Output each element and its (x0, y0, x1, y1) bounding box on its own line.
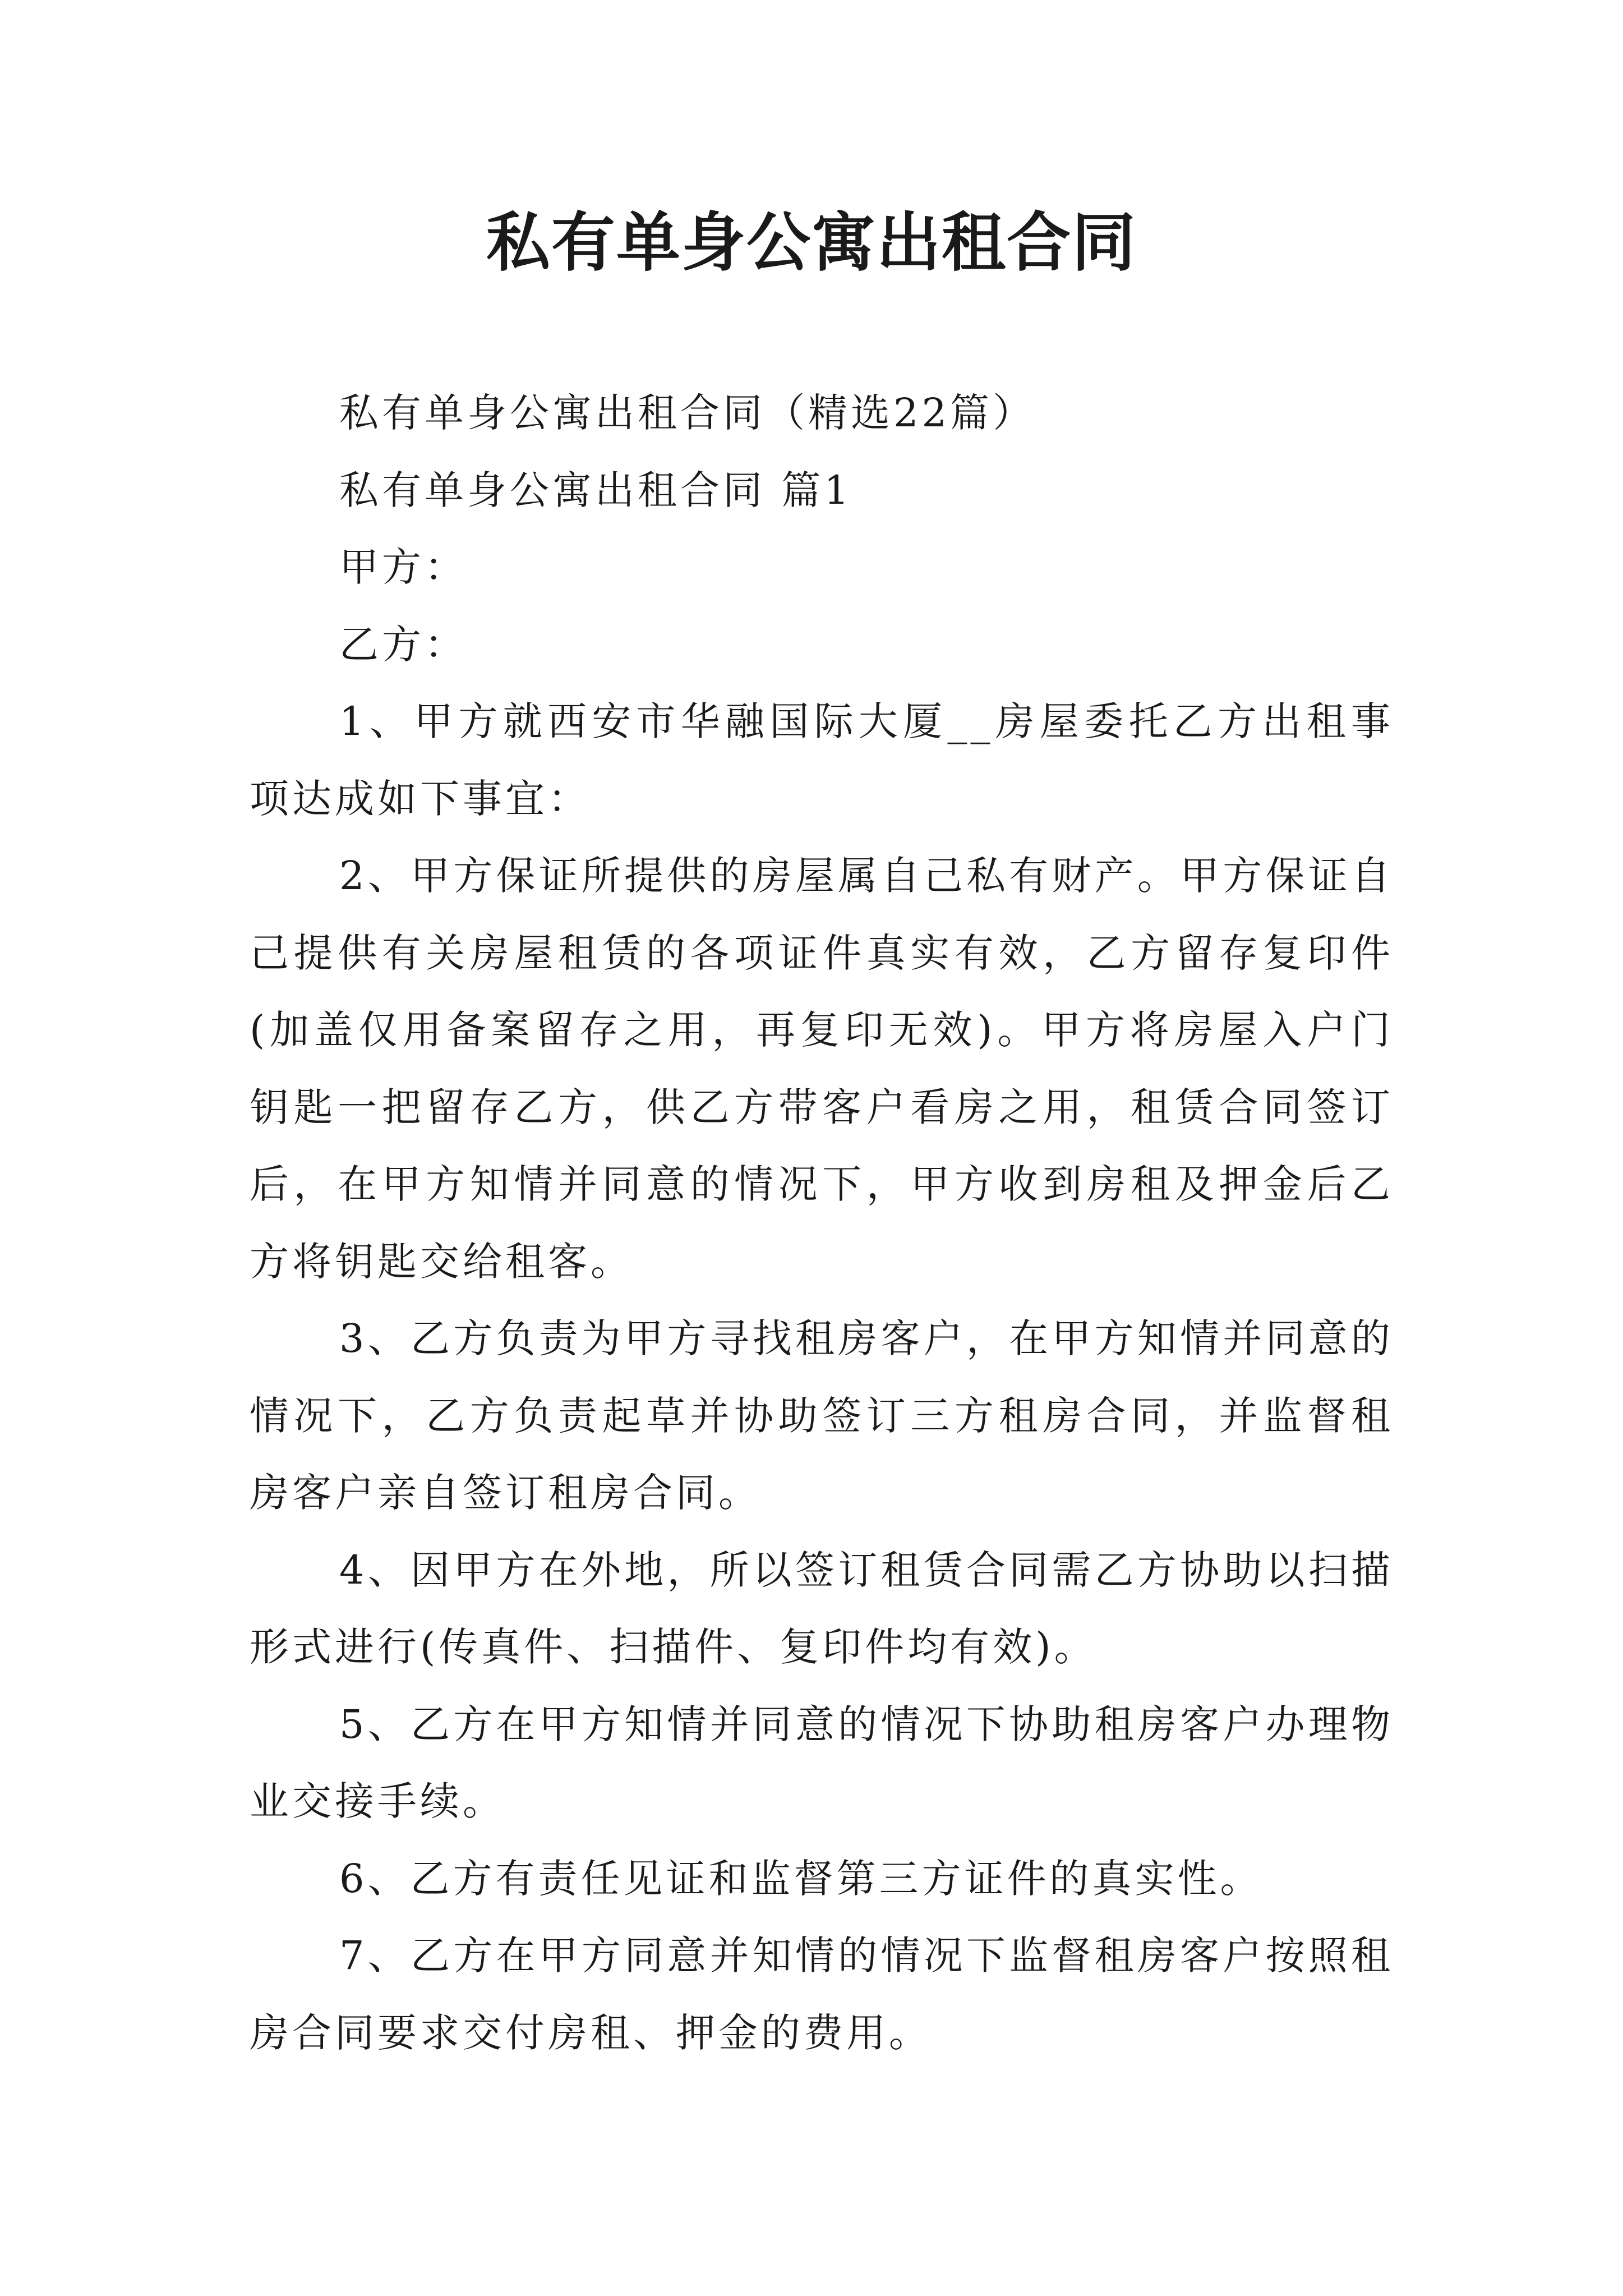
paragraph-clause-6: 6、乙方有责任见证和监督第三方证件的真实性。 (339, 1855, 1263, 1902)
paragraph-party-a: 甲方： (339, 544, 467, 590)
paragraph-clause-5: 5、乙方在甲方知情并同意的情况下协助租房客户办理物业交接手续。 (250, 1701, 1394, 1824)
paragraph-clause-2: 2、甲方保证所提供的房屋属自己私有财产。甲方保证自己提供有关房屋租赁的各项证件真实有效，乙方留存复印件(加盖仅用备案留存之用，再复印无效)。甲方将房屋入户门钥匙一把留存乙方，供乙方带客户看房之用，租赁合同签订后，在甲方知情并同意的情况下，甲方收到房租及押金后乙方将钥匙交给租客。 (250, 853, 1394, 1285)
paragraph-collection-title: 私有单身公寓出租合同（精选22篇） (339, 390, 1036, 436)
document-body (250, 375, 1394, 2072)
paragraph-section-heading: 私有单身公寓出租合同 篇1 (339, 467, 852, 513)
document-title: 私有单身公寓出租合同 (486, 205, 1137, 280)
paragraph-clause-1: 1、甲方就西安市华融国际大厦__房屋委托乙方出租事项达成如下事宜： (250, 698, 1394, 822)
paragraph-clause-4: 4、因甲方在外地，所以签订租赁合同需乙方协助以扫描形式进行(传真件、扫描件、复印件均有效)。 (250, 1547, 1394, 1670)
paragraph-clause-7: 7、乙方在甲方同意并知情的情况下监督租房客户按照租房合同要求交付房租、押金的费用。 (250, 1932, 1394, 2056)
paragraph-clause-3: 3、乙方负责为甲方寻找租房客户，在甲方知情并同意的情况下，乙方负责起草并协助签订三方租房合同，并监督租房客户亲自签订租房合同。 (250, 1315, 1394, 1516)
paragraph-party-b: 乙方： (339, 621, 467, 668)
